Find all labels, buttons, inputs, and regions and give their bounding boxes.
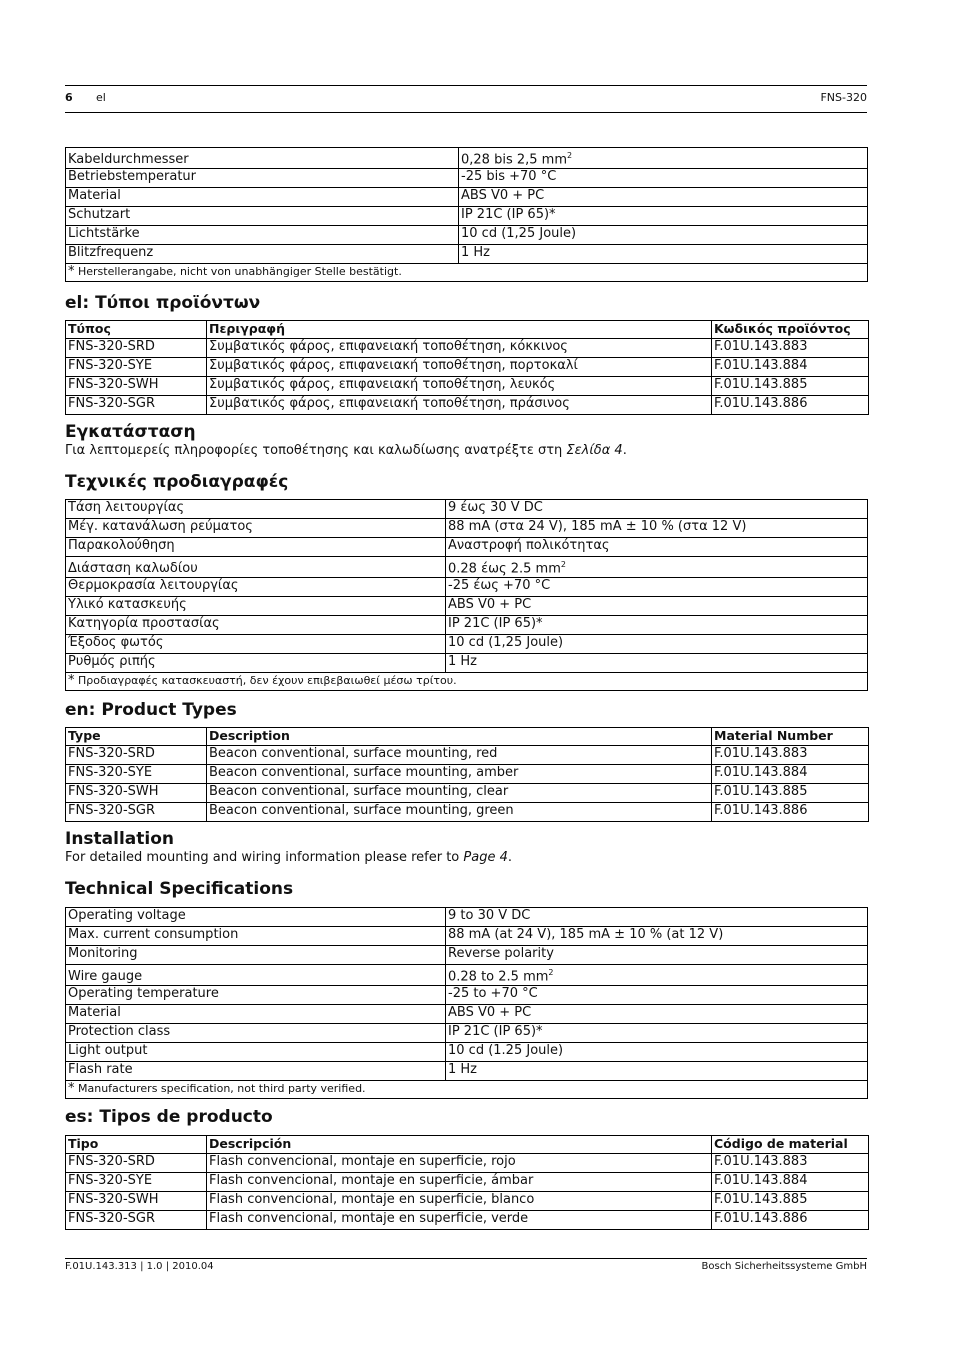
spec-value (446, 616, 868, 635)
product-type: FNS-320-SWH (66, 377, 207, 396)
footnote-cell (66, 1081, 868, 1099)
spec-row (66, 1024, 868, 1043)
spec-value (459, 245, 868, 264)
spec-value (446, 946, 868, 965)
spec-label: Betriebstemperatur (66, 169, 459, 188)
product-description: Beacon conventional, surface mounting, green (207, 803, 712, 822)
spec-row (66, 597, 868, 616)
spec-row (66, 1043, 868, 1062)
el-specs-table (65, 499, 868, 691)
footnote-cell (66, 673, 868, 691)
column-header: Κωδικός προϊόντος (712, 321, 869, 339)
page-footer (65, 1258, 867, 1275)
en-page-ref: Page 4 (463, 850, 508, 865)
footnote-row (66, 673, 868, 691)
spec-value-text: ABS V0 + PC (448, 1005, 532, 1021)
footnote-mark: * (68, 1081, 75, 1097)
product-type: FNS-320-SRD (66, 339, 207, 358)
column-header: Código de material (712, 1136, 869, 1154)
spec-label: Lichtstärke (66, 226, 459, 245)
spec-label: Έξοδος φωτός (66, 635, 446, 654)
spec-value-text: Reverse polarity (448, 946, 554, 961)
spec-row (66, 1005, 868, 1024)
spec-value (446, 557, 868, 578)
spec-value (446, 635, 868, 654)
spec-value-text: IP 21C (IP 65)* (448, 616, 543, 632)
spec-label: Flash rate (66, 1062, 446, 1081)
en-types-heading: en: Product Types (65, 700, 237, 720)
spec-label: Υλικό κατασκευής (66, 597, 446, 616)
page-number: 6 (65, 91, 73, 104)
spec-row (66, 557, 868, 578)
material-number: F.01U.143.886 (712, 803, 869, 822)
spec-value (446, 1005, 868, 1024)
product-description: Flash convencional, montaje en superficie, ámbar (207, 1173, 712, 1192)
spec-superscript: 2 (566, 151, 573, 160)
spec-label: Τάση λειτουργίας (66, 500, 446, 519)
es-types-table (65, 1135, 869, 1230)
column-header: Tipo (66, 1136, 207, 1154)
es-types-heading: es: Tipos de producto (65, 1107, 273, 1127)
product-description: Beacon conventional, surface mounting, red (207, 746, 712, 765)
spec-value-text: IP 21C (IP 65)* (461, 207, 556, 223)
spec-row (66, 654, 868, 673)
material-number: F.01U.143.883 (712, 339, 869, 358)
material-number: F.01U.143.886 (712, 396, 869, 415)
product-row (66, 765, 869, 784)
product-row (66, 784, 869, 803)
el-specs-heading: Τεχνικές προδιαγραφές (65, 472, 289, 492)
spec-value (446, 538, 868, 557)
spec-value (446, 519, 868, 538)
spec-row (66, 538, 868, 557)
spec-row (66, 1062, 868, 1081)
spec-value-text: ABS V0 + PC (448, 597, 532, 613)
spec-value-text: 0,28 bis 2,5 mm (461, 152, 567, 168)
spec-row (66, 207, 868, 226)
spec-superscript: 2 (548, 968, 554, 977)
spec-row (66, 635, 868, 654)
spec-value-text: 0.28 έως 2.5 mm (448, 561, 561, 577)
spec-value-text: 1 Hz (448, 1062, 478, 1078)
material-number: F.01U.143.883 (712, 746, 869, 765)
product-type: FNS-320-SRD (66, 1154, 207, 1173)
footnote-row (66, 1081, 868, 1099)
header-row (66, 728, 869, 746)
spec-value (446, 965, 868, 986)
page-header (65, 85, 867, 113)
footer-doc-info: F.01U.143.313 | 1.0 | 2010.04 (65, 1261, 214, 1272)
spec-value (446, 927, 868, 946)
spec-value-text: 10 cd (1,25 Joule) (448, 635, 564, 651)
spec-label: Monitoring (66, 946, 446, 965)
spec-value (446, 500, 868, 519)
spec-value-text: 0.28 to 2.5 mm (448, 969, 549, 985)
footer-company: Bosch Sicherheitssysteme GmbH (701, 1261, 867, 1272)
spec-value-text: 1 Hz (461, 245, 491, 261)
spec-row (66, 519, 868, 538)
en-specs-table (65, 907, 868, 1099)
spec-label: Wire gauge (66, 965, 446, 986)
product-description: Συμβατικός φάρος, επιφανειακή τοποθέτηση, πορτοκαλί (207, 358, 712, 377)
spec-row (66, 946, 868, 965)
product-type: FNS-320-SYE (66, 765, 207, 784)
product-row (66, 1211, 869, 1230)
product-description: Beacon conventional, surface mounting, clear (207, 784, 712, 803)
footnote-mark: * (68, 264, 75, 280)
spec-value-text: 88 mA (at 24 V), 185 mA ± 10 % (at 12 V) (448, 927, 724, 942)
spec-value-text: IP 21C (IP 65)* (448, 1024, 543, 1040)
de-specs-table (65, 147, 868, 282)
spec-label: Κατηγορία προστασίας (66, 616, 446, 635)
el-install-sentence: Για λεπτομερείς πληροφορίες τοποθέτησης και καλωδίωσης ανατρέξτε στη (65, 443, 567, 458)
spec-label: Material (66, 188, 459, 207)
el-install-text (65, 443, 627, 458)
spec-value-text: 9 έως 30 V DC (448, 500, 543, 515)
spec-row (66, 965, 868, 986)
spec-value-text: 88 mA (στα 24 V), 185 mA ± 10 % (στα 12 V) (448, 519, 747, 534)
en-types-table (65, 727, 869, 822)
spec-superscript: 2 (560, 560, 566, 569)
spec-value (446, 654, 868, 673)
spec-label: Max. current consumption (66, 927, 446, 946)
header-language: el (96, 91, 106, 104)
en-install-sentence: For detailed mounting and wiring information please refer to (65, 850, 464, 865)
product-type: FNS-320-SGR (66, 803, 207, 822)
spec-row (66, 616, 868, 635)
header-row (66, 1136, 869, 1154)
header-row (66, 321, 869, 339)
product-type: FNS-320-SYE (66, 358, 207, 377)
material-number: F.01U.143.885 (712, 1192, 869, 1211)
spec-row (66, 245, 868, 264)
spec-value-text: 10 cd (1.25 Joule) (448, 1043, 564, 1059)
en-install-text (65, 850, 512, 865)
product-type: FNS-320-SYE (66, 1173, 207, 1192)
en-install-heading: Installation (65, 829, 175, 849)
spec-row (66, 188, 868, 207)
material-number: F.01U.143.885 (712, 377, 869, 396)
column-header: Descripción (207, 1136, 712, 1154)
product-row (66, 358, 869, 377)
product-type: FNS-320-SGR (66, 396, 207, 415)
product-row (66, 339, 869, 358)
spec-label: Protection class (66, 1024, 446, 1043)
spec-value (446, 1024, 868, 1043)
spec-row (66, 226, 868, 245)
spec-value-text: -25 bis +70 °C (461, 169, 557, 185)
spec-label: Μέγ. κατανάλωση ρεύματος (66, 519, 446, 538)
spec-value (446, 986, 868, 1005)
spec-value (446, 1043, 868, 1062)
spec-row (66, 927, 868, 946)
product-description: Συμβατικός φάρος, επιφανειακή τοποθέτηση, πράσινος (207, 396, 712, 415)
spec-value-text: 10 cd (1,25 Joule) (461, 226, 577, 242)
footnote-text: Herstellerangabe, nicht von unabhängiger Stelle bestätigt. (78, 265, 402, 279)
product-description: Flash convencional, montaje en superficie, blanco (207, 1192, 712, 1211)
spec-row (66, 578, 868, 597)
material-number: F.01U.143.884 (712, 765, 869, 784)
footnote-row (66, 264, 868, 282)
product-row (66, 1192, 869, 1211)
spec-row (66, 148, 868, 169)
product-type: FNS-320-SGR (66, 1211, 207, 1230)
spec-value-text: ABS V0 + PC (461, 188, 545, 204)
footnote-mark: * (68, 673, 75, 689)
product-row (66, 396, 869, 415)
column-header: Type (66, 728, 207, 746)
product-description: Flash convencional, montaje en superficie, rojo (207, 1154, 712, 1173)
product-row (66, 1154, 869, 1173)
spec-value (446, 578, 868, 597)
header-model: FNS-320 (820, 91, 867, 104)
product-row (66, 377, 869, 396)
footnote-cell (66, 264, 868, 282)
spec-value-text: 1 Hz (448, 654, 478, 670)
el-types-table (65, 320, 869, 415)
spec-row (66, 169, 868, 188)
spec-value (446, 597, 868, 616)
spec-row (66, 908, 868, 927)
spec-row (66, 500, 868, 519)
spec-label: Ρυθμός ριπής (66, 654, 446, 673)
footnote-text: Manufacturers specification, not third party verified. (78, 1082, 366, 1096)
spec-row (66, 986, 868, 1005)
spec-value (459, 226, 868, 245)
spec-value (459, 169, 868, 188)
product-type: FNS-320-SWH (66, 784, 207, 803)
spec-label: Blitzfrequenz (66, 245, 459, 264)
el-install-heading: Εγκατάσταση (65, 422, 196, 442)
spec-label: Light output (66, 1043, 446, 1062)
en-install-end: . (507, 850, 513, 865)
column-header: Description (207, 728, 712, 746)
product-description: Flash convencional, montaje en superficie, verde (207, 1211, 712, 1230)
product-row (66, 803, 869, 822)
spec-value (446, 1062, 868, 1081)
column-header: Τύπος (66, 321, 207, 339)
product-description: Συμβατικός φάρος, επιφανειακή τοποθέτηση, λευκός (207, 377, 712, 396)
product-type: FNS-320-SRD (66, 746, 207, 765)
product-description: Beacon conventional, surface mounting, amber (207, 765, 712, 784)
product-type: FNS-320-SWH (66, 1192, 207, 1211)
el-types-heading: el: Τύποι προϊόντων (65, 293, 261, 313)
material-number: F.01U.143.885 (712, 784, 869, 803)
spec-label: Operating voltage (66, 908, 446, 927)
material-number: F.01U.143.884 (712, 358, 869, 377)
product-row (66, 746, 869, 765)
spec-label: Kabeldurchmesser (66, 148, 459, 169)
spec-value (459, 188, 868, 207)
spec-value-text: -25 έως +70 °C (448, 578, 551, 594)
product-row (66, 1173, 869, 1192)
en-specs-heading: Technical Specifications (65, 879, 294, 899)
spec-label: Διάσταση καλωδίου (66, 557, 446, 578)
material-number: F.01U.143.884 (712, 1173, 869, 1192)
spec-value (446, 908, 868, 927)
el-install-end: . (622, 443, 627, 458)
spec-label: Material (66, 1005, 446, 1024)
spec-label: Θερμοκρασία λειτουργίας (66, 578, 446, 597)
material-number: F.01U.143.886 (712, 1211, 869, 1230)
spec-label: Operating temperature (66, 986, 446, 1005)
spec-value-text: -25 to +70 °C (448, 986, 538, 1002)
el-page-ref: Σελίδα 4 (566, 443, 623, 458)
footnote-text: Προδιαγραφές κατασκευαστή, δεν έχουν επιβεβαιωθεί μέσω τρίτου. (78, 674, 457, 688)
spec-label: Schutzart (66, 207, 459, 226)
spec-value-text: Αναστροφή πολικότητας (448, 538, 610, 553)
spec-value (459, 207, 868, 226)
spec-label: Παρακολούθηση (66, 538, 446, 557)
spec-value (459, 148, 868, 169)
material-number: F.01U.143.883 (712, 1154, 869, 1173)
column-header: Material Number (712, 728, 869, 746)
spec-value-text: 9 to 30 V DC (448, 908, 531, 923)
product-description: Συμβατικός φάρος, επιφανειακή τοποθέτηση, κόκκινος (207, 339, 712, 358)
column-header: Περιγραφή (207, 321, 712, 339)
